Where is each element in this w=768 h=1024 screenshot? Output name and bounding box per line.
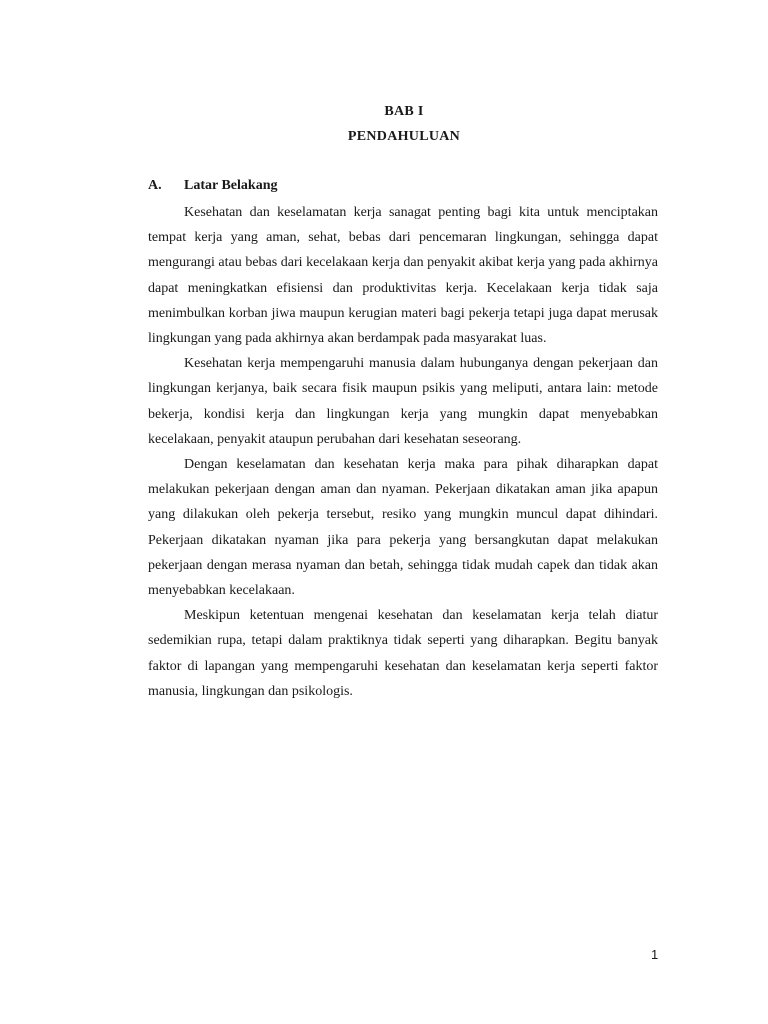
paragraph: Kesehatan kerja mempengaruhi manusia dalam hubunganya dengan pekerjaan dan lingkungan kerjanya, baik secara fisik maupun psikis yang meliputi, antara lain: metode bekerja, kondisi kerja dan lingkungan kerja yang mungkin dapat menyebabkan kecelakaan, penyakit ataupun perubahan dari kesehatan seseorang. (148, 356, 658, 447)
page-number: 1 (651, 947, 659, 962)
paragraph: Kesehatan dan keselamatan kerja sanagat penting bagi kita untuk menciptakan tempat kerja yang aman, sehat, bebas dari pencemaran lingkungan, sehingga dapat mengurangi atau bebas dari kecelakaan kerja dan penyakit akibat kerja yang pada akhirnya dapat meningkatkan efisiensi dan produktivitas kerja. Kecelakaan kerja tidak saja menimbulkan korban jiwa maupun kerugian materi bagi pekerja tetapi juga dapat merusak lingkungan yang pada akhirnya akan berdampak pada masyarakat luas. (148, 205, 658, 347)
section-heading (148, 178, 277, 194)
chapter-label: BAB I (384, 104, 424, 119)
chapter-title: PENDAHULUAN (347, 129, 461, 144)
section-number: A. (148, 178, 162, 193)
section-title: Latar Belakang (184, 178, 278, 193)
paragraph: Dengan keselamatan dan kesehatan kerja maka para pihak diharapkan dapat melakukan pekerjaan dengan aman dan nyaman. Pekerjaan dikatakan aman jika apapun yang dilakukan oleh pekerja tersebut, resiko yang mungkin muncul dapat dihindari. Pekerjaan dikatakan nyaman jika para pekerja yang bersangkutan dapat melakukan pekerjaan dengan merasa nyaman dan betah, sehingga tidak mudah capek dan tidak akan menyebabkan kecelakaan. (148, 457, 658, 599)
paragraph: Meskipun ketentuan mengenai kesehatan dan keselamatan kerja telah diatur sedemikian rupa, tetapi dalam praktiknya tidak seperti yang diharapkan. Begitu banyak faktor di lapangan yang mempengaruhi kesehatan dan keselamatan kerja seperti faktor manusia, lingkungan dan psikologis. (148, 608, 658, 699)
body-text (148, 200, 658, 704)
